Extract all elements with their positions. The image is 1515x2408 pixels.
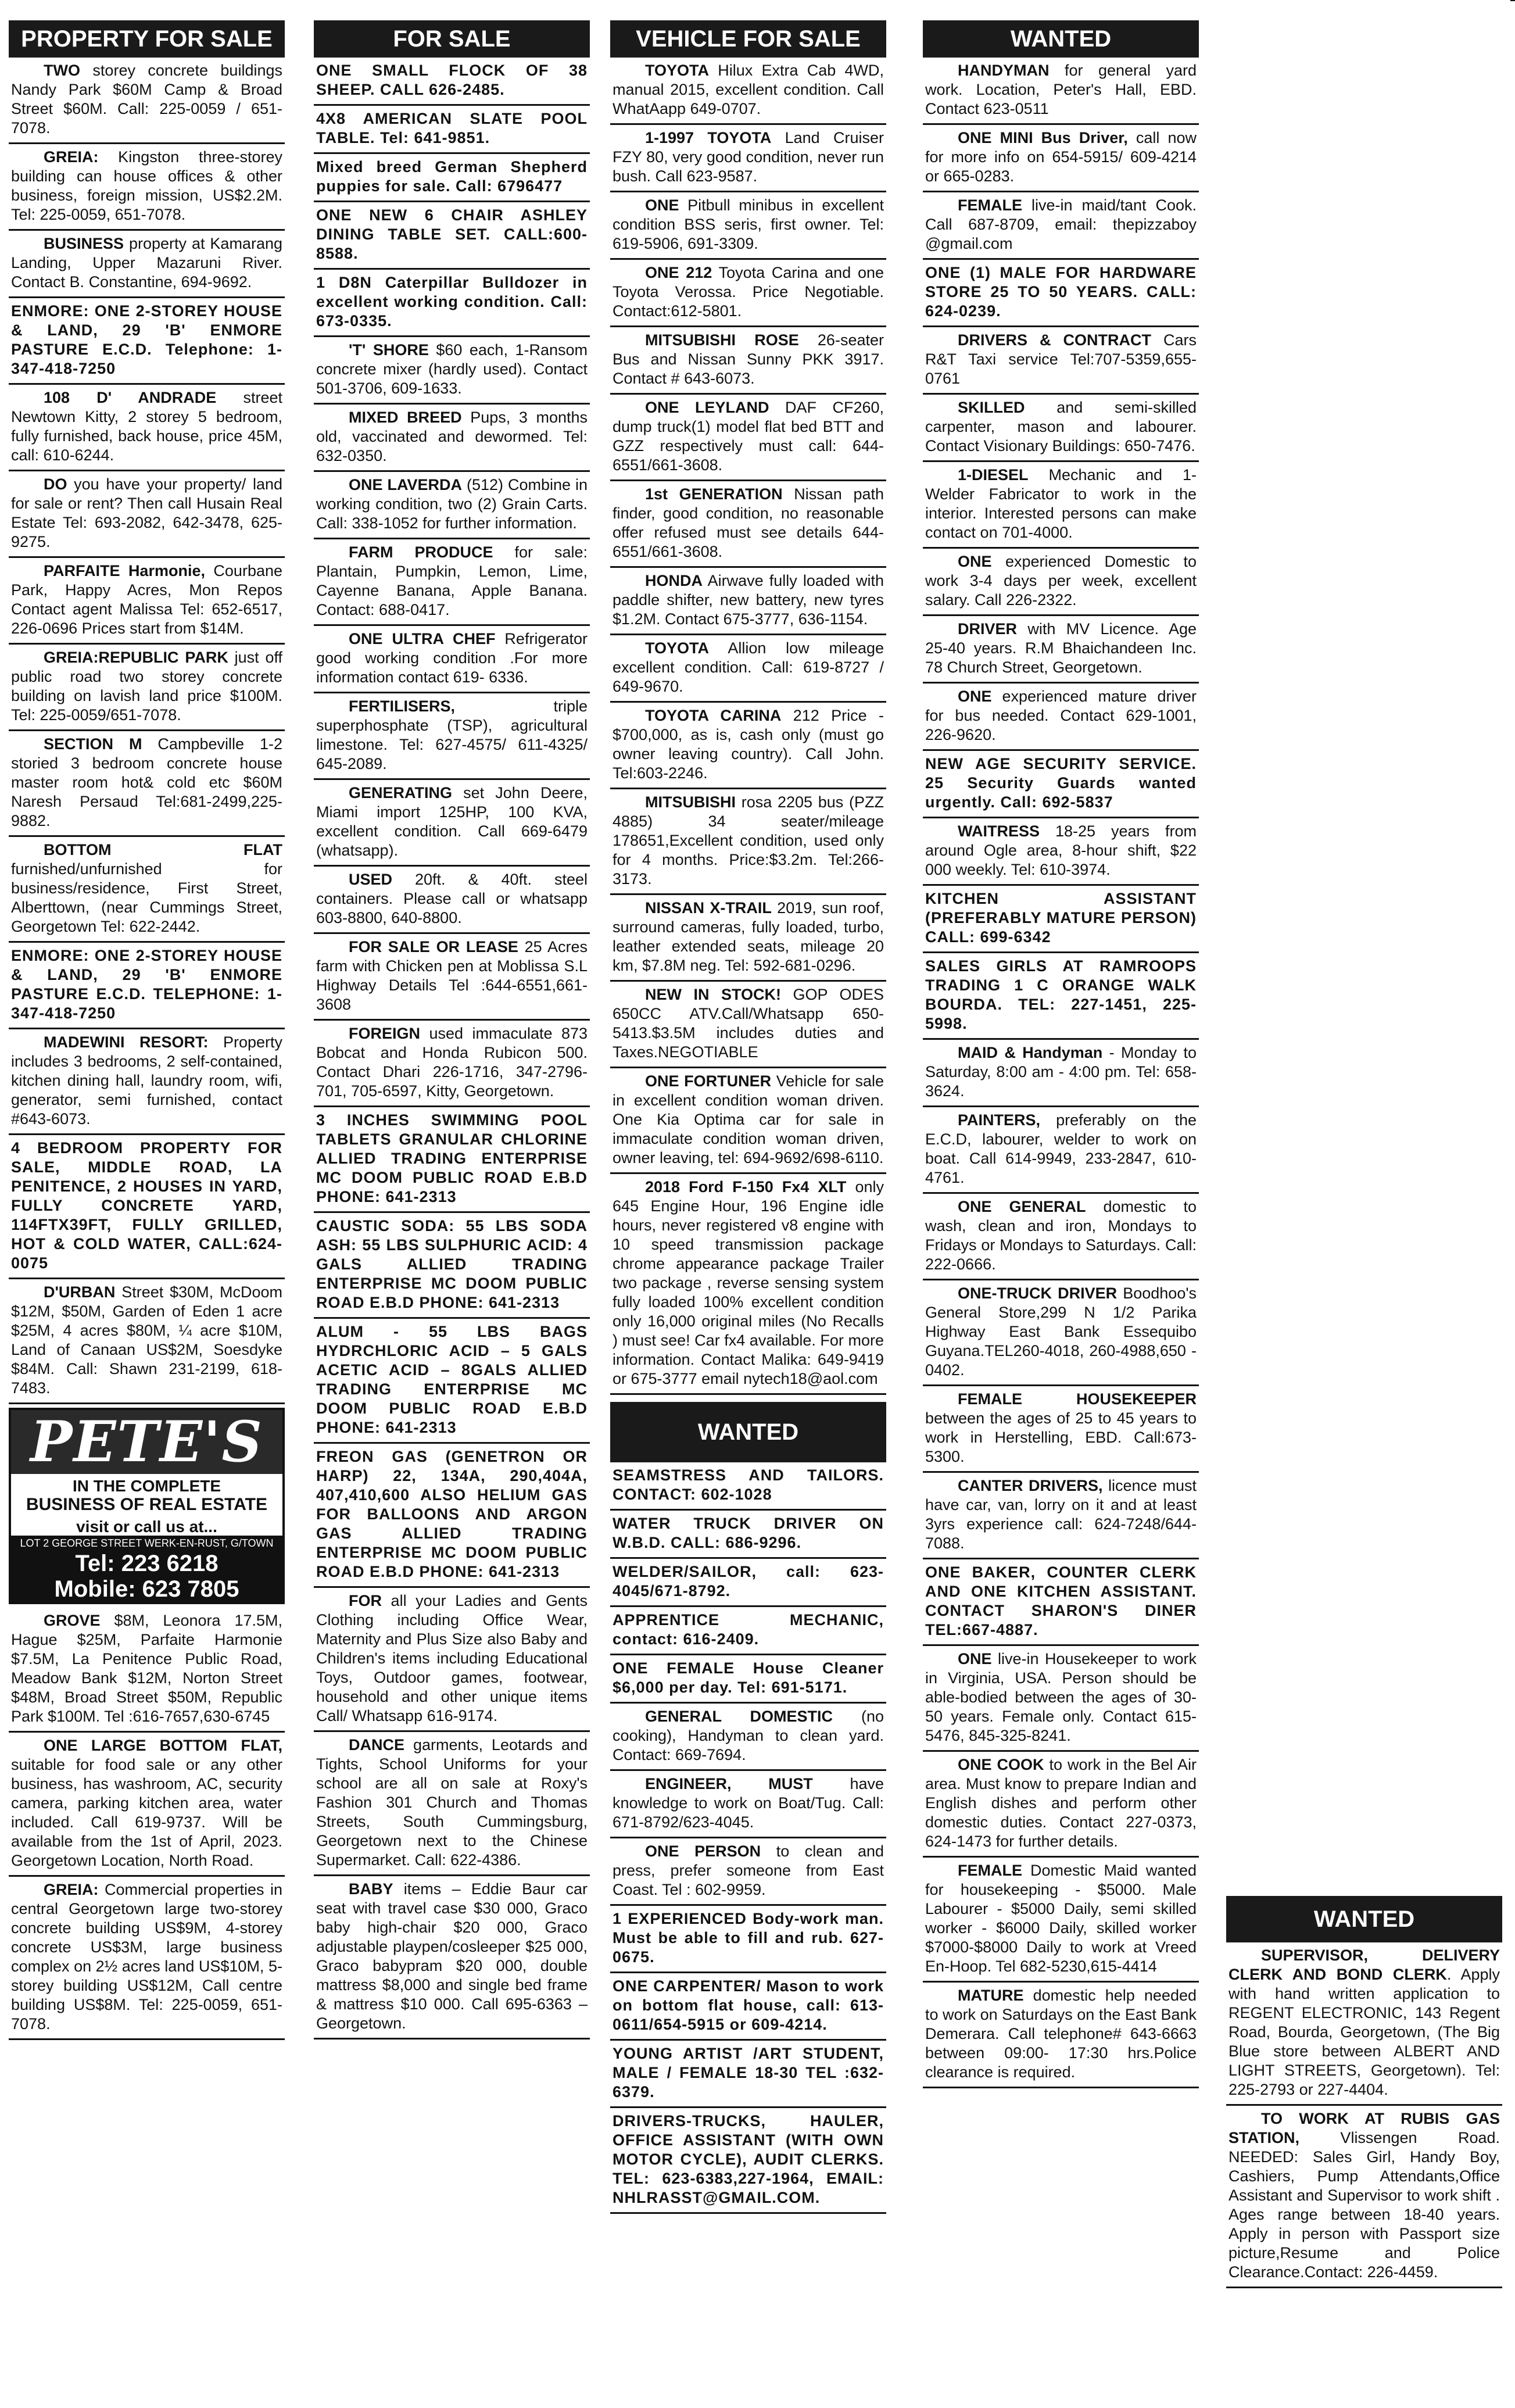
classified-ad [9,1608,285,1733]
ad-body: and semi-skilled carpenter, mason and labourer. Contact Visionary Buildings: 650-7476. [925,399,1197,455]
ad-lead: 1-DIESEL [958,466,1029,484]
ad-lead: ONE GENERAL [958,1198,1086,1215]
ad-body: . Apply with hand written application to REGENT ELECTRONIC, 143 Regent Road, Bourda, Georgetown, (The Big Blue store between ALBERT AND LIGHT STREETS, Georgetown). Tel: 225-2793 or 227-4404. [1229,1966,1500,2098]
classified-ad [610,260,886,327]
classified-ad [610,1838,886,1906]
classified-ad [314,1319,590,1444]
ad-body: Pitbull minibus in excellent condition BSS seris, first owner. Tel: 619-5906, 691-3309. [613,196,884,252]
column-for-sale [314,20,590,2040]
classified-ad [923,1646,1199,1752]
ad-lead: ONE CARPENTER/ Mason to work on bottom flat house, call: 613-0611/654-5915 or 609-4214. [613,1977,884,2033]
classified-ad [610,1174,886,1395]
ad-body: Allion low mileage excellent condition. Call: 619-8727 / 649-9670. [613,639,884,695]
ad-lead: FOREIGN [349,1025,421,1042]
column-property-for-sale [9,20,285,2040]
classified-ad [610,1973,886,2041]
classified-ad [923,886,1199,953]
classified-ad [610,895,886,982]
ad-lead: D'URBAN [44,1283,116,1301]
ad-list [9,58,285,1404]
classified-ad [923,260,1199,327]
column-vehicle-for-sale [610,20,886,2214]
classified-ad [610,1068,886,1174]
ad-body: GOP ODES 650CC ATV.Call/Whatsapp 650-5413.$3.5M includes duties and Taxes.NEGOTIABLE [613,986,884,1061]
classified-ad [923,953,1199,1040]
ad-body: Campbeville 1-2 storied 3 bedroom concrete house master room hot& cold etc $60M Naresh Persaud Tel:681-2499,225-9882. [11,735,282,829]
classified-ad [9,231,285,298]
ad-lead: NEW IN STOCK! [645,986,781,1003]
ad-lead: WAITRESS [958,822,1040,840]
ad-lead: FEMALE [958,196,1022,214]
classified-ad [923,58,1199,125]
ad-lead: ONE FEMALE House Cleaner $6,000 per day. Tel: 691-5171. [613,1659,884,1696]
ad-body: between the ages of 25 to 45 years to work in Herstelling, EBD. Call:673-5300. [925,1409,1197,1465]
ad-lead: SECTION M [44,735,142,753]
ad-body: rosa 2205 bus (PZZ 4885) 34 seater/mileage 178651,Excellent condition, used only for 4 months. Price:$3.2m. Tel:266-3173. [613,793,884,888]
ad-lead: FREON GAS (GENETRON OR HARP) 22, 134A, 290,404A, 407,410,600 ALSO HELIUM GAS FOR BALLOONS AND ARGON GAS ALLIED TRADING ENTERPRISE MC DOOM PUBLIC ROAD E.B.D PHONE: 641-2313 [316,1448,588,1580]
ad-lead: ONE COOK [958,1756,1044,1773]
classified-ad [314,1107,590,1213]
logo-line3: visit or call us at... [76,1518,217,1536]
petes-real-estate-logo [9,1408,285,1604]
classified-ad [9,558,285,645]
classified-ad [9,1733,285,1877]
classified-ad [610,703,886,789]
ad-body: Toyota Carina and one Toyota Verossa. Price Negotiable. Contact:612-5801. [613,264,884,320]
ad-lead: TWO [44,62,80,79]
classified-ad [9,645,285,731]
logo-line2: BUSINESS OF REAL ESTATE [26,1495,268,1514]
classified-ad [923,395,1199,462]
ad-body: Kingston three-storey building can house offices & other business, foreign mission, US$2.2M. Tel: 225-0059, 651-7078. [11,148,282,223]
ad-list [923,58,1199,2088]
classified-ad [9,471,285,558]
ad-lead: TOYOTA [645,639,710,657]
ad-body: DAF CF260, dump truck(1) model flat bed BTT and GZZ respectively must call: 644-6551/661-3608. [613,399,884,474]
ad-body: Domestic Maid wanted for housekeeping - $5000. Male Labourer - $5000 Daily, semi skilled worker - $6000 Daily, skilled worker $7000-$8000 Daily to work at Vreed En-Hoop. Tel 682-5230,615-4414 [925,1862,1197,1975]
ad-body: street Newtown Kitty, 2 storey 5 bedroom, fully furnished, back house, price 45M, call: 610-6244. [11,389,283,464]
ad-body: garments, Leotards and Tights, School Uniforms for your school are all on sale at Roxy's Fashion 301 Church and Thomas Streets, South Cummingsburg, Georgetown next to the Chinese Supermarket. Call: 622-4386. [316,1736,588,1869]
ad-lead: GROVE [44,1612,101,1629]
ad-lead: ONE MINI Bus Driver, [958,129,1128,146]
ad-lead: GREIA:REPUBLIC PARK [44,649,228,666]
classified-ad [610,1655,886,1704]
ad-lead: FARM PRODUCE [349,543,493,561]
ad-lead: DRIVER [958,620,1018,638]
classified-ad [923,1983,1199,2088]
classified-ad [314,626,590,693]
ad-lead: CANTER DRIVERS, [958,1477,1103,1494]
ad-list [610,58,886,1395]
classified-ad [9,144,285,231]
ad-lead: ONE LEYLAND [645,399,769,416]
ad-lead: NEW AGE SECURITY SERVICE. 25 Security Guards wanted urgently. Call: 692-5837 [925,755,1197,811]
classified-ad [9,58,285,144]
classified-ad [9,1877,285,2040]
classified-ad [923,1858,1199,1983]
classified-ad [610,635,886,703]
ad-body: Vlissengen Road. NEEDED: Sales Girl, Handy Boy, Cashiers, Pump Attendants,Office Assistant and Supervisor to work shift . Ages range between 18-40 years. Apply in person with Passport size picture,Resume and Police Clearance.Contact: 226-4459. [1229,2129,1500,2281]
ad-lead: ONE [958,1650,992,1668]
ad-body: live-in Housekeeper to work in Virginia, USA. Person should be able-bodied between the ages of 30-50 years. Female only. Contact 615-5476, 845-325-8241. [925,1650,1197,1744]
ad-lead: KITCHEN ASSISTANT (PREFERABLY MATURE PERSON) CALL: 699-6342 [925,890,1197,946]
ad-lead: SEAMSTRESS AND TAILORS. CONTACT: 602-1028 [613,1466,884,1503]
ad-lead: ONE-TRUCK DRIVER [958,1284,1118,1302]
logo-name: PETE'S [11,1410,282,1474]
ad-lead: GREIA: [44,1881,99,1898]
ad-body: licence must have car, van, lorry on it and at least 3yrs experience call: 624-7248/644-7088. [925,1477,1197,1552]
classified-ad [314,106,590,154]
classified-ad [314,693,590,780]
classified-ad [314,1213,590,1319]
classified-ad [610,1771,886,1838]
classified-ad [610,125,886,192]
ad-lead: Mixed breed German Shepherd puppies for sale. Call: 6796477 [316,158,588,195]
section-header-vehicle: VEHICLE FOR SALE [610,20,886,58]
ad-lead: ONE PERSON [645,1842,761,1860]
ad-lead: MITSUBISHI ROSE [645,331,799,349]
classified-ad [610,2108,886,2214]
ad-lead: YOUNG ARTIST /ART STUDENT, MALE / FEMALE 18-30 TEL :632-6379. [613,2045,884,2101]
ad-body: Courbane Park, Happy Acres, Mon Repos Contact agent Malissa Tel: 652-6517, 226-0696 Prices start from $14M. [11,562,283,637]
ad-body: to work in the Bel Air area. Must know to prepare Indian and English dishes and perform other domestic duties. Contact 227-0373, 624-1473 for further details. [925,1756,1197,1850]
section-header-wanted: WANTED [1226,1896,1502,1942]
ad-body: to clean and press, prefer someone from East Coast. Tel : 602-9959. [613,1842,884,1898]
section-header-wanted: WANTED [923,20,1199,58]
ad-body: used immaculate 873 Bobcat and Honda Rubicon 500. Contact Dhari 226-1716, 347-2796-701, 705-6597, Kitty, Georgetown. [316,1025,588,1100]
ad-lead: DANCE [349,1736,405,1754]
ad-body: Nissan path finder, good condition, no reasonable offer refused must see details 644-6551/661-3608. [613,485,884,560]
ad-lead: ONE NEW 6 CHAIR ASHLEY DINING TABLE SET. CALL:600-8588. [316,206,588,262]
classified-ad [923,125,1199,192]
classified-ad [610,395,886,481]
ad-lead: ONE SMALL FLOCK OF 38 SHEEP. CALL 626-2485. [316,62,588,98]
ad-lead: ONE FORTUNER [645,1072,772,1090]
classified-ad [9,1135,285,1279]
classified-ad [923,1386,1199,1473]
ad-body: experienced Domestic to work 3-4 days per week, excellent salary. Call 226-2322. [925,553,1197,609]
classified-ad [610,1511,886,1559]
logo-address: LOT 2 GEORGE STREET WERK-EN-RUST, G/TOWN [11,1536,282,1551]
ad-body: preferably on the E.C.D, labourer, welder to work on boat. Call 614-9949, 233-2847, 610-4761. [925,1111,1197,1186]
ad-body: experienced mature driver for bus needed. Contact 629-1001, 226-9620. [925,688,1197,743]
classified-ad [923,1107,1199,1194]
classified-ad [610,789,886,895]
ad-list [1226,1942,1502,2288]
logo-line1: IN THE COMPLETE [72,1477,221,1495]
ad-body: Land Cruiser FZY 80, very good condition, never run bush. Call 623-9587. [613,129,884,185]
ad-lead: ONE (1) MALE FOR HARDWARE STORE 25 TO 50 YEARS. CALL: 624-0239. [925,264,1197,320]
ad-lead: TOYOTA [645,62,710,79]
section-header-property: PROPERTY FOR SALE [9,20,285,58]
classified-ad [923,751,1199,818]
classified-ad [314,539,590,626]
ad-lead: CAUSTIC SODA: 55 LBS SODA ASH: 55 LBS SULPHURIC ACID: 4 GALS ALLIED TRADING ENTERPRISE MC DOOM PUBLIC ROAD E.B.D PHONE: 641-2313 [316,1217,588,1311]
classified-ad [923,192,1199,260]
ad-lead: BOTTOM FLAT [44,841,282,858]
ad-lead: 1 EXPERIENCED Body-work man. Must be able to fill and rub. 627-0675. [613,1910,884,1966]
classified-ad [923,327,1199,395]
ad-lead: 4X8 AMERICAN SLATE POOL TABLE. Tel: 641-9851. [316,110,588,146]
classified-ad [314,934,590,1021]
ad-lead: ENGINEER, MUST [645,1775,813,1792]
ad-lead: DO [44,475,67,493]
classified-ad [923,1194,1199,1280]
ad-body: live-in maid/tant Cook. Call 687-8709, email: thepizzaboy @gmail.com [925,196,1197,252]
ad-lead: USED [349,871,393,888]
ad-lead: 4 BEDROOM PROPERTY FOR SALE, MIDDLE ROAD, LA PENITENCE, 2 HOUSES IN YARD, FULLY CONCRETE YARD, 114FTX39FT, FULLY GRILLED, HOT & COLD WATER, CALL:624-0075 [11,1139,282,1272]
section-header-for-sale: FOR SALE [314,20,590,58]
classified-ad [610,58,886,125]
ad-body: items – Eddie Baur car seat with travel case $30 000, Graco baby high-chair $20 000, Graco adjustable playpen/cosleeper $25 000, Graco babypram $20 000, double mattress $8,000 and single bed frame & mattress $10 000. Call 695-6363 – Georgetown. [316,1880,588,2032]
ad-lead: TOYOTA CARINA [645,707,782,724]
ad-body: - Monday to Saturday, 8:00 am - 4:00 pm. Tel: 658-3624. [925,1044,1197,1100]
ad-body: 26-seater Bus and Nissan Sunny PKK 3917. Contact # 643-6073. [613,331,884,387]
ad-lead: ONE ULTRA CHEF [349,630,496,647]
ad-lead: 2018 Ford F-150 Fx4 XLT [645,1178,847,1196]
classified-ad [610,1607,886,1655]
ad-lead: TO WORK AT RUBIS GAS STATION, [1229,2110,1500,2146]
ad-lead: 1-1997 TOYOTA [645,129,772,146]
classified-ad [923,1040,1199,1107]
ad-lead: 1st GENERATION [645,485,783,503]
classified-ad [610,192,886,260]
classified-ad [314,270,590,337]
ad-body: 2019, sun roof, surround cameras, fully loaded, turbo, leather extended seats, mileage 20 km, $7.8M neg. Tel: 592-681-0296. [613,899,884,974]
ad-body: (no cooking), Handyman to clean yard. Contact: 669-7694. [613,1708,884,1763]
ad-lead: DRIVERS-TRUCKS, HAULER, OFFICE ASSISTANT (WITH OWN MOTOR CYCLE), AUDIT CLERKS. TEL: 623-6383,227-1964, EMAIL: NHLRASST@GMAIL.COM. [613,2112,884,2206]
ad-lead: 3 INCHES SWIMMING POOL TABLETS GRANULAR CHLORINE ALLIED TRADING ENTERPRISE MC DOOM PUBLIC ROAD E.B.D PHONE: 641-2313 [316,1111,588,1205]
ad-lead: FOR [349,1592,382,1609]
classified-ad [923,818,1199,886]
ad-lead: HONDA [645,572,703,589]
ad-body: set John Deere, Miami import 125HP, 100 KVA, excellent condition. Call 669-6479 (whatsapp). [316,784,588,859]
classified-ad [610,1559,886,1607]
ad-lead: NISSAN X-TRAIL [645,899,772,917]
classified-ad [314,1732,590,1876]
ad-body: just off public road two storey concrete building on lavish land price $100M. Tel: 225-0059/651-7078. [11,649,282,724]
ad-lead: ONE LARGE BOTTOM FLAT, [44,1737,282,1754]
ad-body: triple superphosphate (TSP), agricultural limestone. Tel: 627-4575/ 611-4325/ 645-2089. [316,697,588,772]
classified-ad [314,1021,590,1107]
classified-ad [314,1588,590,1732]
ad-body: domestic help needed to work on Saturdays on the East Bank Demerara. Call telephone# 643-6663 between 09:00- 17:30 hrs.Police clearance is required. [925,1987,1197,2081]
ad-lead: SKILLED [958,399,1025,416]
ad-body: suitable for food sale or any other business, has washroom, AC, security camera, parking kitchen area, water included. Call 619-9737. Will be available from the 1st of April, 2023. Georgetown Location, North Road. [11,1756,282,1869]
ad-lead: APPRENTICE MECHANIC, contact: 616-2409. [613,1611,884,1648]
classified-ad [314,867,590,934]
ad-body: 25 Acres farm with Chicken pen at Moblissa S.L Highway Details Tel :644-6551,661-3608 [316,938,588,1013]
ad-body: with MV Licence. Age 25-40 years. R.M Bhaichandeen Inc. 78 Church Street, Georgetown. [925,620,1197,676]
ad-body: for sale: Plantain, Pumpkin, Lemon, Lime, Cayenne Banana, Apple Banana. Contact: 688-0417. [316,543,588,618]
ad-lead: ALUM - 55 LBS BAGS HYDRCHLORIC ACID – 5 GALS ACETIC ACID – 8GALS ALLIED TRADING ENTERPRISE MC DOOM PUBLIC ROAD E.B.D PHONE: 641-2313 [316,1323,588,1436]
classified-ad [923,616,1199,684]
ad-body: Street $30M, McDoom $12M, $50M, Garden of Eden 1 acre $25M, 4 acres $80M, ¼ acre $10M, Land of Canaan US$2M, Soesdyke $84M. Call: Shawn 231-2199, 618-7483. [11,1283,282,1397]
ad-body: only 645 Engine Hour, 196 Engine idle hours, never registered v8 engine with 10 speed transmission package chrome appearance package Trailer two package , reverse sensing system fully loaded 100% excellent condition only 16,000 original miles (No Recalls ) must see! Car fx4 available. For more information. Contact Malika: 649-9419 or 675-3777 email nytech18@aol.com [613,1178,884,1387]
classified-ad [923,1559,1199,1646]
ad-list [314,58,590,2040]
ad-lead: PARFAITE Harmonie, [44,562,205,579]
logo-tel: Tel: 223 6218 [11,1551,282,1576]
classified-ad [610,1462,886,1511]
ad-lead: GENERATING [349,784,453,802]
ad-body: Pups, 3 months old, vaccinated and dewormed. Tel: 632-0350. [316,409,588,464]
classified-ad [9,731,285,837]
classified-ad [610,1704,886,1771]
ad-lead: GREIA: [44,148,99,166]
ad-body: all your Ladies and Gents Clothing including Office Wear, Maternity and Plus Size also Baby and Children's items including Educational Toys, Outdoor games, footwear, household and other unique items Call/ Whatsapp 616-9174. [316,1592,588,1724]
ad-lead: ONE [958,553,992,570]
classified-ad [923,684,1199,751]
ad-body: you have your property/ land for sale or rent? Then call Husain Real Estate Tel: 693-2082, 642-3478, 625-9275. [11,475,282,550]
classified-ad [9,1279,285,1404]
ad-lead: SALES GIRLS AT RAMROOPS TRADING 1 C ORANGE WALK BOURDA. TEL: 227-1451, 225-5998. [925,957,1197,1032]
ad-lead: FEMALE [958,1862,1022,1879]
ad-body: Property includes 3 bedrooms, 2 self-contained, kitchen dining hall, laundry room, wifi, generator, semi furnished, contact #643-6073. [11,1033,282,1128]
ad-lead: MITSUBISHI [645,793,736,811]
ad-body: Cars R&T Taxi service Tel:707-5359,655-0761 [925,331,1197,387]
ad-body: have knowledge to work on Boat/Tug. Call: 671-8792/623-4045. [613,1775,884,1831]
classified-ad [314,405,590,472]
ad-body: 18-25 years from around Ogle area, 8-hour shift, $22 000 weekly. Tel: 610-3974. [925,822,1197,878]
ad-lead: MIXED BREED [349,409,462,426]
ad-lead: FEMALE HOUSEKEEPER [958,1390,1197,1408]
ad-lead: BUSINESS [44,235,124,252]
ad-lead: MATURE [958,1987,1024,2004]
ad-lead: PAINTERS, [958,1111,1041,1129]
ad-lead: GENERAL DOMESTIC [645,1708,833,1725]
ad-body: domestic to wash, clean and iron, Mondays to Fridays or Mondays to Saturdays. Call: 222-0666. [925,1198,1197,1273]
ad-body: call now for more info on 654-5915/ 609-4214 or 665-0283. [925,129,1197,185]
ad-body: Hilux Extra Cab 4WD, manual 2015, excellent condition. Call WhatAapp 649-0707. [613,62,884,117]
classified-ad [314,472,590,539]
ad-body: 212 Price - $700,000, as is, cash only (must go owner leaving country). Call John. Tel:603-2246. [613,707,884,782]
classified-ad [314,202,590,270]
ad-body: (512) Combine in working condition, two (2) Grain Carts. Call: 338-1052 for further information. [316,476,588,532]
page-corner-mark [1510,0,1515,6]
ad-lead: 'T' SHORE [349,341,429,359]
ad-lead: 108 D' ANDRADE [44,389,217,406]
ad-list [610,1462,886,2214]
ad-body: property at Kamarang Landing, Upper Mazaruni River. Contact B. Constantine, 694-9692. [11,235,282,291]
ad-lead: ENMORE: ONE 2-STOREY HOUSE & LAND, 29 'B' ENMORE PASTURE E.C.D. Telephone: 1-347-418-7250 [11,302,282,377]
classified-ad [610,2041,886,2108]
ad-lead: 1 D8N Caterpillar Bulldozer in excellent working condition. Call: 673-0335. [316,274,588,330]
ad-body: 20ft. & 40ft. steel containers. Please call or whatsapp 603-8800, 640-8800. [316,871,588,926]
classified-ad [9,385,285,471]
classified-ad [610,1906,886,1973]
ad-lead: ONE [958,688,992,705]
ad-lead: MAID & Handyman [958,1044,1103,1061]
ad-lead: WATER TRUCK DRIVER ON W.B.D. CALL: 686-9296. [613,1515,884,1551]
ad-lead: ONE BAKER, COUNTER CLERK AND ONE KITCHEN ASSISTANT. CONTACT SHARON'S DINER TEL:667-4887. [925,1563,1197,1638]
ad-body: $8M, Leonora 17.5M, Hague $25M, Parfaite Harmonie $7.5M, La Penitence Public Road, Meadow Bank $12M, Norton Street $48M, Broad Street $50M, Republic Park $100M. Tel :616-7657,630-6745 [11,1612,282,1725]
classified-ad [314,1444,590,1588]
ad-body: for general yard work. Location, Peter's Hall, EBD. Contact 623-0511 [925,62,1197,117]
ad-lead: ONE [645,196,679,214]
ad-lead: ONE 212 [645,264,712,281]
classified-ad [314,58,590,106]
classified-ad [610,327,886,395]
classified-ad [610,982,886,1068]
ad-body: Commercial properties in central Georgetown large two-storey concrete building US$9M, 4-storey concrete US$3M, large business complex on 2½ acres land US$10M, 5-storey building US$12M, Call centre building US$8M. Tel: 225-0059, 651-7078. [11,1881,282,2033]
classified-ad [314,154,590,202]
ad-lead: HANDYMAN [958,62,1050,79]
ad-body: Airwave fully loaded with paddle shifter, new battery, new tyres $1.2M. Contact 675-3777, 636-1154. [613,572,884,628]
classified-ad [314,1876,590,2040]
ad-lead: WELDER/SAILOR, call: 623-4045/671-8792. [613,1563,884,1600]
classified-ad [923,462,1199,549]
ad-lead: ENMORE: ONE 2-STOREY HOUSE & LAND, 29 'B' ENMORE PASTURE E.C.D. TELEPHONE: 1-347-418-7250 [11,947,282,1022]
ad-body: $60 each, 1-Ransom concrete mixer (hardly used). Contact 501-3706, 609-1633. [316,341,588,397]
column-wanted [923,20,1199,2088]
section-header-wanted: WANTED [610,1402,886,1462]
classified-ad [610,481,886,568]
classified-ad [610,568,886,635]
column-wanted-extra [1226,1896,1502,2288]
classified-ad [314,780,590,867]
ad-lead: ONE LAVERDA [349,476,462,493]
classified-ad [314,337,590,405]
ad-body: Boodhoo's General Store,299 N 1/2 Parika Highway East Bank Essequibo Guyana.TEL260-4018, 260-4988,650 - 0402. [925,1284,1197,1379]
ad-lead: DRIVERS & CONTRACT [958,331,1151,349]
classified-ad [9,298,285,385]
classified-ad [9,1029,285,1135]
ad-lead: MADEWINI RESORT: [44,1033,209,1051]
ad-body: Refrigerator good working condition .For more information contact 619- 6336. [316,630,588,686]
logo-mobile: Mobile: 623 7805 [11,1576,282,1602]
ad-body: storey concrete buildings Nandy Park $60M Camp & Broad Street $60M. Call: 225-0059 / 651-7078. [11,62,282,137]
ad-lead: SUPERVISOR, DELIVERY CLERK AND BOND CLERK [1229,1947,1500,1983]
classified-ad [1226,1942,1502,2106]
classified-ad [9,943,285,1029]
ad-lead: BABY [349,1880,393,1898]
ad-lead: FOR SALE OR LEASE [349,938,518,956]
classified-ad [9,837,285,943]
ad-body: Mechanic and 1-Welder Fabricator to work in the interior. Interested persons can make contact on 701-4000. [925,466,1197,541]
classified-ad [923,1280,1199,1386]
ad-body: furnished/unfurnished for business/residence, First Street, Alberttown, (near Cummings Street, Georgetown Tel: 622-2442. [11,860,282,935]
ad-lead: FERTILISERS, [349,697,456,715]
classified-ad [923,1473,1199,1559]
classified-ad [1226,2106,1502,2288]
ad-body: Vehicle for sale in excellent condition woman driven. One Kia Optima car for sale in immaculate condition woman driven, owner leaving, tel: 694-9692/698-6110. [613,1072,884,1167]
ad-list [9,1608,285,2040]
classified-ad [923,1752,1199,1858]
classified-ad [923,549,1199,616]
